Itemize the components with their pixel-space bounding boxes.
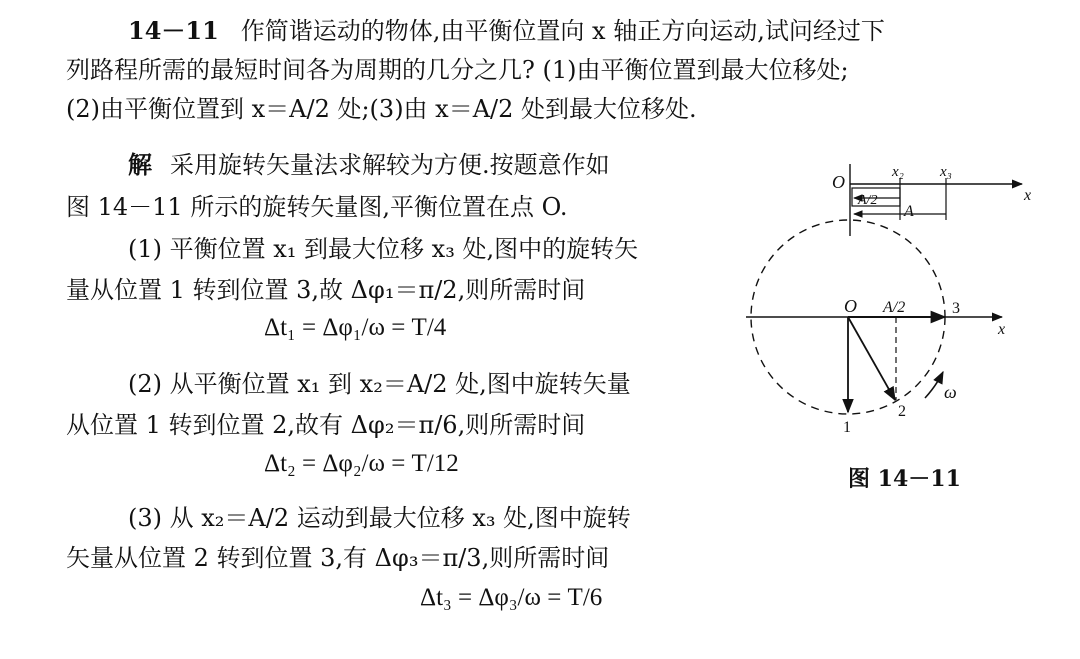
problem-text-1: 作简谐运动的物体,由平衡位置向 x 轴正方向运动,试问经过下 bbox=[240, 17, 885, 45]
label-position-1: 1 bbox=[843, 419, 851, 436]
label-O-top: O bbox=[832, 172, 845, 192]
solution-intro-2: 图 14－11 所示的旋转矢量图,平衡位置在点 O. bbox=[66, 193, 568, 221]
problem-number: 14－11 bbox=[128, 16, 219, 45]
part3-line-a: (3) 从 x₂＝A/2 运动到最大位移 x₃ 处,图中旋转 bbox=[128, 504, 631, 532]
equation-3: Δt₃ = Δφ₃/ω = T/6 bbox=[420, 584, 603, 611]
omega-arc bbox=[925, 372, 943, 398]
solution-label: 解 bbox=[128, 150, 152, 179]
part3-line-b: 矢量从位置 2 转到位置 3,有 Δφ₃＝π/3,则所需时间 bbox=[66, 544, 610, 572]
problem-line-3: (2)由平衡位置到 x＝A/2 处;(3)由 x＝A/2 处到最大位移处. bbox=[66, 95, 697, 123]
problem-line-2: 列路程所需的最短时间各为周期的几分之几? (1)由平衡位置到最大位移处; bbox=[66, 56, 849, 84]
part1-line-b: 量从位置 1 转到位置 3,故 Δφ₁＝π/2,则所需时间 bbox=[66, 276, 586, 304]
label-position-2: 2 bbox=[898, 403, 906, 420]
label-x-center: x bbox=[998, 321, 1006, 338]
label-half-a-top: A/2 bbox=[858, 193, 878, 208]
equation-2: Δt₂ = Δφ₂/ω = T/12 bbox=[264, 450, 459, 477]
part1-line-a: (1) 平衡位置 x₁ 到最大位移 x₃ 处,图中的旋转矢 bbox=[128, 235, 639, 263]
label-O-center: O bbox=[844, 296, 857, 316]
part2-line-b: 从位置 1 转到位置 2,故有 Δφ₂＝π/6,则所需时间 bbox=[66, 411, 586, 439]
problem-line-1 bbox=[128, 16, 885, 46]
figure-caption: 图 14－11 bbox=[848, 466, 961, 492]
rotation-vector-diagram bbox=[740, 150, 1040, 450]
label-omega: ω bbox=[944, 382, 957, 402]
solution-intro-1 bbox=[128, 150, 610, 180]
label-a-top: A bbox=[904, 203, 914, 220]
label-x-top: x bbox=[1024, 187, 1032, 204]
vector-2 bbox=[848, 317, 895, 400]
label-position-3: 3 bbox=[952, 300, 960, 317]
label-half-a-center: A/2 bbox=[883, 299, 906, 316]
solution-intro-text: 采用旋转矢量法求解较为方便.按题意作如 bbox=[170, 151, 610, 179]
equation-1: Δt₁ = Δφ₁/ω = T/4 bbox=[264, 314, 447, 341]
part2-line-a: (2) 从平衡位置 x₁ 到 x₂＝A/2 处,图中旋转矢量 bbox=[128, 370, 631, 398]
label-x3: x₃ bbox=[940, 164, 952, 180]
label-x2: x₂ bbox=[892, 164, 904, 180]
